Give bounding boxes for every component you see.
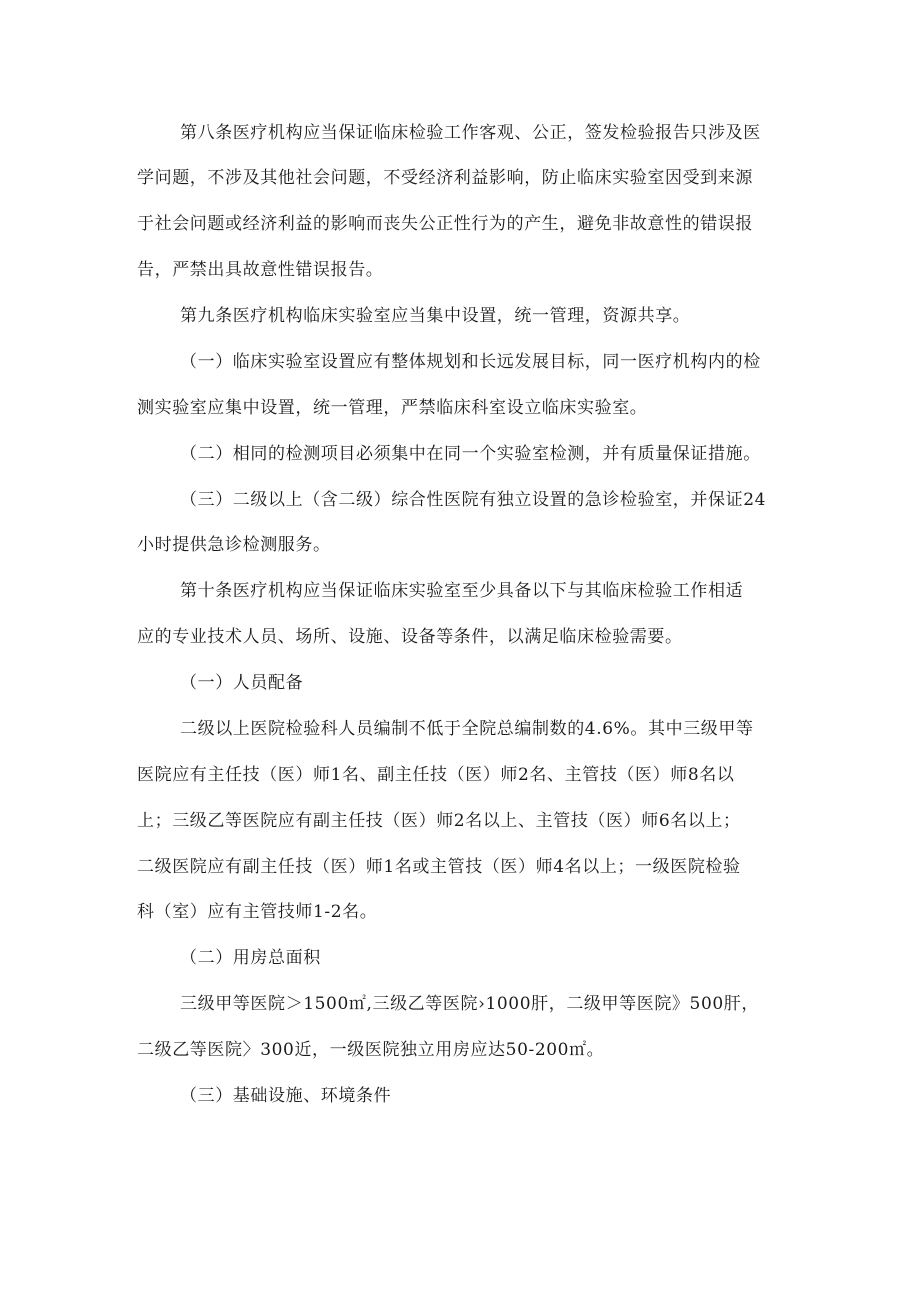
floor-area-line-1: 三级甲等医院＞1500㎡,三级乙等医院›1000肝，二级甲等医院》500肝， (180, 994, 759, 1014)
staffing-line-3: 上；三级乙等医院应有副主任技（医）师2名以上、主管技（医）师6名以上； (137, 811, 741, 831)
floor-area-heading: （二）用房总面积 (180, 948, 321, 968)
infrastructure-heading: （三）基础设施、环境条件 (180, 1086, 392, 1106)
article-9-item-3-line-2: 小时提供急诊检测服务。 (137, 535, 331, 555)
article-9-item-1-line-1: （一）临床实验室设置应有整体规划和长远发展目标，同一医疗机构内的检 (180, 352, 761, 372)
staffing-heading: （一）人员配备 (180, 673, 304, 693)
article-8-line-4: 告，严禁出具故意性错误报告。 (137, 260, 384, 280)
article-9-item-2: （二）相同的检测项目必须集中在同一个实验室检测，并有质量保证措施。 (180, 444, 761, 464)
article-10-line-1: 第十条医疗机构应当保证临床实验室至少具备以下与其临床检验工作相适 (180, 581, 744, 601)
staffing-line-1: 二级以上医院检验科人员编制不低于全院总编制数的4.6%。其中三级甲等 (180, 719, 754, 739)
staffing-line-4: 二级医院应有副主任技（医）师1名或主管技（医）师4名以上；一级医院检验 (137, 857, 741, 877)
article-8-line-3: 于社会问题或经济利益的影响而丧失公正性行为的产生，避免非故意性的错误报 (137, 214, 753, 234)
article-9-item-1-line-2: 测实验室应集中设置，统一管理，严禁临床科室设立临床实验室。 (137, 398, 648, 418)
floor-area-line-2: 二级乙等医院〉300近，一级医院独立用房应达50-200㎡。 (137, 1040, 605, 1060)
article-8-line-2: 学问题，不涉及其他社会问题，不受经济利益影响，防止临床实验室因受到来源 (137, 168, 753, 188)
article-8-line-1: 第八条医疗机构应当保证临床检验工作客观、公正，签发检验报告只涉及医 (180, 123, 761, 143)
article-10-line-2: 应的专业技术人员、场所、设施、设备等条件，以满足临床检验需要。 (137, 627, 683, 647)
article-9-heading: 第九条医疗机构临床实验室应当集中设置，统一管理，资源共享。 (180, 306, 691, 326)
staffing-line-5: 科（室）应有主管技师1-2名。 (137, 902, 378, 922)
staffing-line-2: 医院应有主任技（医）师1名、副主任技（医）师2名、主管技（医）师8名以 (137, 765, 735, 785)
article-9-item-3-line-1: （三）二级以上（含二级）综合性医院有独立设置的急诊检验室，并保证24 (180, 490, 767, 510)
